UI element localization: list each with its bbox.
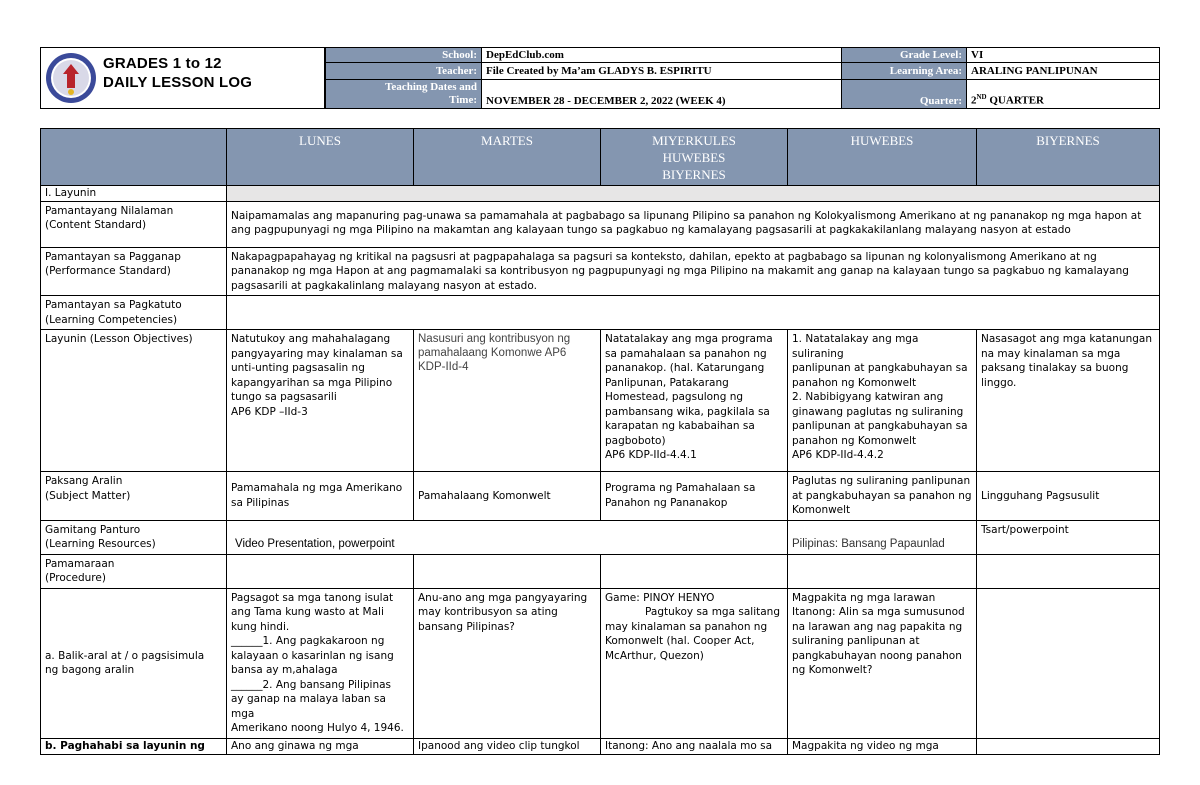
school-value: DepEdClub.com [482, 48, 842, 63]
subj-lunes-line: sa Pilipinas [231, 496, 290, 509]
proc-lunes [227, 554, 414, 588]
review-miyerkules-line: McArthur, Quezon) [605, 649, 704, 662]
learning-area-label: Learning Area: [842, 63, 967, 79]
teaching-dates-value: NOVEMBER 28 - DECEMBER 2, 2022 (WEEK 4) [482, 79, 842, 108]
table-row [41, 201, 1160, 247]
subj-huwebes-line: Paglutas ng suliraning panlipunan [792, 475, 971, 487]
review-huwebes-line: suliraning panlipunan at [792, 635, 920, 647]
subj-huwebes [788, 472, 977, 521]
obj-biyernes-line: na may kinalaman sa mga [981, 347, 1121, 360]
subj-lunes [227, 472, 414, 521]
review-martes-line: bansang Pilipinas? [418, 620, 515, 633]
performance-standard-label-line2: (Performance Standard) [45, 265, 171, 277]
review-miyerkules-line: may kinalaman sa panahon ng [605, 620, 768, 633]
obj-miyerkules-line: AP6 KDP-IId-4.4.1 [605, 449, 697, 461]
review-miyerkules-line: Game: PINOY HENYO [605, 591, 715, 604]
subj-miyerkules-line: Programa ng Pamahalaan sa [605, 482, 756, 495]
grade-level-value: VI [967, 48, 1160, 63]
obj-miyerkules [601, 330, 788, 472]
review-martes-line: may kontribusyon sa ating [418, 606, 558, 618]
motivation-huwebes: Magpakita ng video ng mga [788, 738, 977, 754]
obj-huwebes-line: panlipunan at pangkabuhayan sa [792, 362, 968, 374]
review-biyernes [977, 588, 1160, 738]
teacher-label: Teacher: [326, 63, 482, 79]
obj-huwebes-line: 1. Natatalakay ang mga suliraning [792, 333, 919, 360]
obj-miyerkules-line: Panlipunan, Patakarang [605, 376, 729, 389]
teacher-value: File Created by Ma’am GLADYS B. ESPIRITU [482, 63, 842, 79]
subj-martes: Pamahalaang Komonwelt [414, 472, 601, 521]
proc-martes [414, 554, 601, 588]
obj-huwebes-line: ginawang paglutas ng suliraning [792, 405, 964, 418]
subj-huwebes-line: at pangkabuhayan sa panahon ng [792, 489, 972, 502]
obj-miyerkules-line: pananakop. (hal. Katarungang [605, 362, 765, 374]
doc-title-line2: DAILY LESSON LOG [103, 74, 253, 91]
learning-resources-label-line1: Gamitang Panturo [45, 523, 141, 536]
obj-biyernes-line: Nasasagot ang mga katanungan [981, 333, 1152, 345]
proc-miyerkules [601, 554, 788, 588]
subject-matter-label [41, 472, 227, 521]
obj-huwebes-line: AP6 KDP-IId-4.4.2 [792, 449, 884, 461]
proc-huwebes [788, 554, 977, 588]
performance-standard-label [41, 247, 227, 296]
learning-resources-label-line2: (Learning Resources) [45, 538, 156, 550]
obj-miyerkules-line: karapatan ng kababaihan sa [605, 420, 755, 432]
proc-biyernes [977, 554, 1160, 588]
day-miyerkules-line1: MIYERKULES [652, 133, 736, 148]
res-huwebes: Pilipinas: Bansang Papaunlad [788, 520, 977, 554]
motivation-lunes: Ano ang ginawa ng mga [227, 738, 414, 754]
grade-level-label: Grade Level: [842, 48, 967, 63]
content-standard-label [41, 201, 227, 247]
review-lunes-line: ______2. Ang bansang Pilipinas [231, 678, 392, 691]
review-lunes-line: kalayaan o kasarinlan ng isang [231, 649, 394, 662]
day-biyernes: BIYERNES [977, 129, 1160, 186]
layunin-heading-fill [227, 186, 1160, 202]
table-row [41, 588, 1160, 738]
obj-biyernes [977, 330, 1160, 472]
quarter-ordinal: ND [976, 93, 987, 102]
review-martes [414, 588, 601, 738]
teaching-dates-label-line1: Teaching Dates and [385, 80, 477, 93]
obj-lunes-line: Natutukoy ang mahahalagang [231, 333, 391, 345]
procedure-label-line2: (Procedure) [45, 572, 106, 584]
deped-seal-icon [45, 52, 97, 104]
procedure-label-line1: Pamamaraan [45, 557, 115, 570]
res-lunes-to-miyerkules: Video Presentation, powerpoint [227, 520, 788, 554]
subject-matter-label-line1: Paksang Aralin [45, 475, 123, 487]
review-lunes-line: Amerikano noong Hulyo 4, 1946. [231, 722, 404, 734]
subj-lunes-line: Pamamahala ng mga Amerikano [231, 482, 403, 495]
learning-competencies-text [227, 296, 1160, 330]
motivation-miyerkules: Itanong: Ano ang naalala mo sa [601, 738, 788, 754]
learning-area-value: ARALING PANLIPUNAN [967, 63, 1160, 79]
day-martes: MARTES [414, 129, 601, 186]
review-huwebes-line: Magpakita ng mga larawan [792, 591, 936, 604]
table-row [41, 472, 1160, 521]
review-miyerkules-line: Komonwelt (hal. Cooper Act, [605, 635, 755, 647]
subj-huwebes-line: Komonwelt [792, 504, 851, 516]
review-label-line2: ng bagong aralin [45, 664, 135, 676]
review-huwebes-line: pangkabuhayan noong panahon [792, 649, 962, 662]
review-label [41, 588, 227, 738]
content-standard-label-line2: (Content Standard) [45, 219, 147, 231]
obj-lunes-line: unti-unting pagsasalin ng [231, 362, 365, 374]
review-lunes-line: ang Tama kung wasto at Mali [231, 606, 384, 618]
table-row [41, 520, 1160, 554]
res-biyernes: Tsart/powerpoint [977, 520, 1160, 554]
review-huwebes-line: Itanong: Alin sa mga sumusunod [792, 606, 965, 618]
quarter-value [967, 79, 1160, 108]
review-lunes-line: bansa ay m,ahalaga [231, 664, 338, 676]
review-lunes [227, 588, 414, 738]
obj-huwebes-line: panahon ng Komonwelt [792, 376, 917, 389]
quarter-label: Quarter: [842, 79, 967, 108]
teaching-dates-label [326, 79, 482, 108]
quarter-number: 2 [971, 95, 977, 107]
subj-biyernes: Lingguhang Pagsusulit [977, 472, 1160, 521]
doc-title-line1: GRADES 1 to 12 [103, 55, 222, 72]
content-standard-label-line1: Pamantayang Nilalaman [45, 204, 174, 217]
review-huwebes [788, 588, 977, 738]
motivation-martes: Ipanood ang video clip tungkol [414, 738, 601, 754]
table-row [41, 296, 1160, 330]
obj-biyernes-line: paksang tinalakay sa buong [981, 362, 1129, 374]
learning-competencies-label [41, 296, 227, 330]
review-martes-line: Anu-ano ang mga pangyayaring [418, 591, 588, 604]
obj-lunes-line: pangyayaring may kinalaman sa [231, 347, 403, 360]
table-row [41, 186, 1160, 202]
review-lunes-line: ay ganap na malaya laban sa mga [231, 693, 386, 720]
day-miyerkules [601, 129, 788, 186]
layunin-heading: I. Layunin [41, 186, 227, 202]
obj-biyernes-line: linggo. [981, 376, 1017, 389]
obj-miyerkules-line: pagboboto) [605, 434, 666, 447]
title-block [40, 47, 325, 109]
learning-competencies-label-line1: Pamantayan sa Pagkatuto [45, 299, 182, 311]
content-standard-text: Naipamamalas ang mapanuring pag-unawa sa pamamahala at pagbabago sa lipunang Pilipino sa panahon ng Kolokyalismong Amerikano at ng pananakop ng mga hapon at ang pagpupunyagi ng mga Pilipino na makamtan ang kalayaan tungo sa pagkabuo ng kamalayang pagsasarili at pagkakakilanlang malayang nasyon at estado [227, 201, 1160, 247]
day-miyerkules-line2: HUWEBES [662, 150, 726, 165]
obj-miyerkules-line: pambansang wika, pagkilala sa [605, 405, 770, 418]
subject-matter-label-line2: (Subject Matter) [45, 489, 131, 502]
review-label-line1: a. Balik-aral at / o pagsisimula [45, 649, 205, 662]
obj-lunes-line: tungo sa pagsasarili [231, 391, 337, 403]
review-lunes-line: ______1. Ang pagkakaroon ng [231, 635, 385, 647]
obj-huwebes-line: panahon ng Komonwelt [792, 434, 917, 447]
obj-lunes [227, 330, 414, 472]
day-miyerkules-line3: BIYERNES [662, 167, 726, 182]
learning-resources-label [41, 520, 227, 554]
review-huwebes-line: na larawan ang nag papakita ng [792, 620, 963, 633]
obj-miyerkules-line: sa pamahalaan sa panahon ng [605, 347, 767, 360]
obj-huwebes-line: panlipunan at pangkabuhayan sa [792, 420, 968, 432]
table-row [41, 554, 1160, 588]
day-lunes: LUNES [227, 129, 414, 186]
obj-lunes-line: kapangyarihan sa mga Pilipino [231, 376, 393, 389]
obj-martes-line: Nasusuri ang kontribusyon ng [418, 333, 571, 345]
obj-miyerkules-line: Natatalakay ang mga programa [605, 333, 773, 345]
procedure-label [41, 554, 227, 588]
subj-miyerkules-line: Panahon ng Pananakop [605, 496, 728, 509]
obj-martes-line: pamahalaang Komonwe AP6 [418, 347, 567, 359]
subj-miyerkules [601, 472, 788, 521]
obj-miyerkules-line: Homestead, pagsulong ng [605, 391, 744, 403]
performance-standard-text: Nakapagpapahayag ng kritikal na pagsusri at pagpapahalaga sa pagsuri sa konteksto, dahilan, epekto at pagbabago sa lipunan ng kolonyalismong Amerikano at ng pananakop ng mga Hapon at ang pagmamalaki sa kontribusyon ng pagpupunyagi ng mga Pilipino na makamit ang ganap na kalayaan tungo sa pagkabuo ng kamalayang pagsasarili at pagkakalinlang malayang nasyon at estado. [227, 247, 1160, 296]
motivation-biyernes [977, 738, 1160, 754]
table-row [41, 330, 1160, 472]
lesson-objectives-label: Layunin (Lesson Objectives) [41, 330, 227, 472]
obj-lunes-line: AP6 KDP –IId-3 [231, 405, 308, 418]
days-header-row [41, 129, 1160, 186]
day-huwebes: HUWEBES [788, 129, 977, 186]
obj-huwebes-line: 2. Nabibigyang katwiran ang [792, 391, 944, 403]
obj-martes [414, 330, 601, 472]
review-huwebes-line: ng Komonwelt? [792, 664, 873, 676]
motivation-label: b. Paghahabi sa layunin ng [41, 738, 227, 754]
table-row [41, 247, 1160, 296]
days-header-corner [41, 129, 227, 186]
quarter-word: QUARTER [986, 95, 1044, 107]
review-miyerkules [601, 588, 788, 738]
table-row [41, 738, 1160, 754]
obj-martes-line: KDP-IId-4 [418, 361, 469, 373]
review-lunes-line: Pagsagot sa mga tanong isulat [231, 591, 394, 604]
performance-standard-label-line1: Pamantayan sa Pagganap [45, 250, 181, 263]
teaching-dates-label-line2: Time: [449, 93, 477, 106]
header-info-table [325, 47, 1160, 109]
review-lunes-line: kung hindi. [231, 620, 290, 633]
review-miyerkules-line: Pagtukoy sa mga salitang [605, 606, 780, 618]
obj-huwebes [788, 330, 977, 472]
lesson-log-table [40, 128, 1160, 755]
school-label: School: [326, 48, 482, 63]
learning-competencies-label-line2: (Learning Competencies) [45, 313, 178, 326]
